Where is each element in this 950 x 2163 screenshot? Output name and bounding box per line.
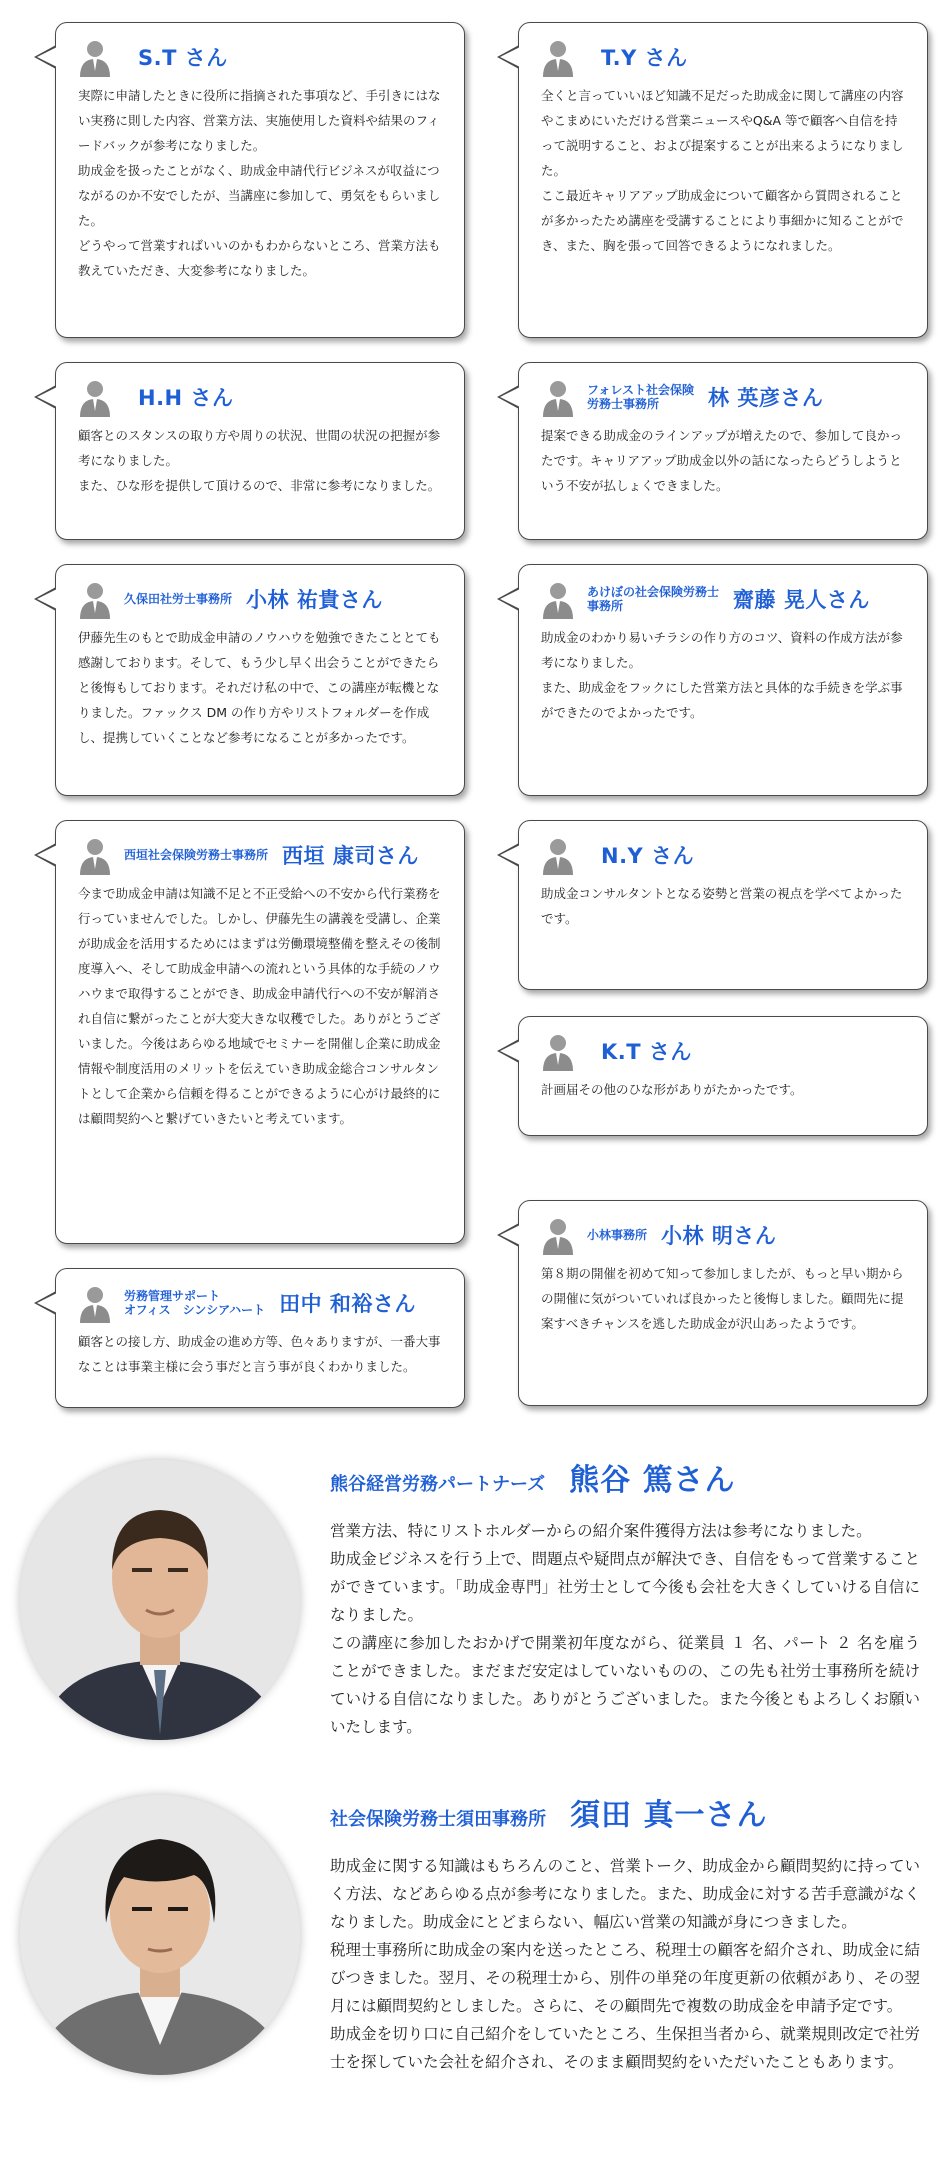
featured-body: 営業方法、特にリストホルダーからの紹介案件獲得方法は参考になりました。 助成金ビジネスを行う上で、問題点や疑問点が解決でき、自信をもって営業することができています。「助成金専門」社労士として今後も会社を大きくしていける自信になりました。 この講座に参加したおかげで開業初年度ながら、従業員 １ 名、パート ２ 名を雇うことができました。まだまだ安定はしていないものの、この先も社労士事務所を続けていける自信になりました。ありがとうございました。また今後ともよろしくお願いいたします。 (330, 1522, 920, 1736)
testimonial-card (55, 820, 465, 1244)
testimonial-name: 小林 明さん (661, 1224, 777, 1248)
testimonial-card (55, 22, 465, 338)
testimonial-name: 林 英彦さん (708, 386, 824, 410)
testimonial-card (518, 362, 928, 540)
testimonial-card (518, 564, 928, 796)
featured-testimonial (20, 1455, 930, 1755)
testimonial-body: 助成金コンサルタントとなる姿勢と営業の視点を学べてよかったです。 (541, 886, 903, 926)
user-avatar-icon (78, 377, 112, 417)
testimonial-card (518, 1016, 928, 1136)
testimonial-body: 助成金のわかり易いチラシの作り方のコツ、資料の作成方法が参考になりました。 また、助成金をフックにした営業方法と具体的な手続きを学ぶ事ができたのでよかったです。 (541, 630, 903, 720)
featured-org: 社会保険労務士須田事務所 (330, 1809, 546, 1830)
person-portrait-icon (20, 1795, 300, 2075)
person-portrait-icon (20, 1460, 300, 1740)
user-avatar-icon (541, 1215, 575, 1255)
portrait-photo (20, 1795, 300, 2075)
testimonial-org: 久保田社労士事務所 (124, 592, 233, 606)
user-avatar-icon (78, 1283, 112, 1323)
testimonial-name: N.Y さん (601, 844, 695, 868)
testimonial-card (55, 564, 465, 796)
testimonial-org: 西垣社会保険労務士事務所 (124, 848, 269, 862)
testimonial-body: 第８期の開催を初めて知って参加しましたが、もっと早い期からの開催に気がついていれば良かったと後悔しました。顧問先に提案すべきチャンスを逃した助成金が沢山あったようです。 (541, 1266, 904, 1331)
testimonial-body: 全くと言っていいほど知識不足だった助成金に関して講座の内容やこまめにいただける営業ニュースやQ&A 等で顧客へ自信を持って説明すること、および提案することが出来るようになりました。 ここ最近キャリアアップ助成金について顧客から質問されることが多かったため講座を受講することにより事細かに知ることができ、また、胸を張って回答できるようになれました。 (541, 88, 904, 253)
featured-text (330, 1790, 920, 2076)
testimonial-name: H.H さん (138, 386, 234, 410)
user-avatar-icon (541, 579, 575, 619)
testimonial-name: 田中 和裕さん (279, 1292, 416, 1316)
testimonial-org: フォレスト社会保険 労務士事務所 (587, 383, 695, 411)
testimonial-body: 顧客とのスタンスの取り方や周りの状況、世間の状況の把握が参考になりました。 また、ひな形を提供して頂けるので、非常に参考になりました。 (78, 428, 441, 493)
testimonial-name: K.T さん (601, 1040, 692, 1064)
testimonial-org: あけぼの社会保険労務士 事務所 (587, 585, 720, 613)
testimonial-body: 今まで助成金申請は知識不足と不正受給への不安から代行業務を行っていませんでした。しかし、伊藤先生の講義を受講し、企業が助成金を活用するためにはまずは労働環境整備を整えその後制度導入へ、そして助成金申請への流れという具体的な手続のノウハウまで取得することができ、助成金申請代行への不安が解消され自信に繋がったことが大変大きな収穫でした。ありがとうございました。今後はあらゆる地域でセミナーを開催し企業に助成金情報や制度活用のメリットを伝えていき助成金総合コンサルタントとして企業から信頼を得ることができるように心がけ最終的には顧問契約へと繋げていきたいと考えています。 (78, 886, 441, 1126)
featured-text (330, 1455, 920, 1741)
testimonial-body: 実際に申請したときに役所に指摘された事項など、手引きにはない実務に則した内容、営業方法、実施使用した資料や結果のフィードバックが参考になりました。 助成金を扱ったことがなく、助成金申請代行ビジネスが収益につながるのか不安でしたが、当講座に参加して、勇気をもらいました。 どうやって営業すればいいのかもわからないところ、営業方法も教えていただき、大変参考になりました。 (78, 88, 441, 278)
testimonial-name: 西垣 康司さん (282, 844, 419, 868)
testimonial-card (518, 1200, 928, 1406)
testimonial-org: 小林事務所 (587, 1228, 648, 1242)
user-avatar-icon (541, 835, 575, 875)
testimonial-card (518, 820, 928, 990)
testimonial-org: 労務管理サポート オフィス シンシアハート (124, 1289, 266, 1317)
testimonial-card (518, 22, 928, 338)
testimonial-name: 齋藤 晃人さん (733, 588, 870, 612)
featured-org: 熊谷経営労務パートナーズ (330, 1474, 546, 1495)
user-avatar-icon (541, 377, 575, 417)
testimonial-body: 顧客との接し方、助成金の進め方等、色々ありますが、一番大事なことは事業主様に会う事だと言う事が良くわかりました。 (78, 1334, 441, 1374)
featured-name: 須田 真一さん (570, 1798, 768, 1833)
user-avatar-icon (541, 37, 575, 77)
testimonial-body: 提案できる助成金のラインアップが増えたので、参加して良かったです。キャリアアップ助成金以外の話になったらどうしようという不安が払しょくできました。 (541, 428, 903, 493)
testimonial-card (55, 1268, 465, 1408)
testimonial-name: S.T さん (138, 46, 228, 70)
portrait-photo (20, 1460, 300, 1740)
testimonial-name: 小林 祐貴さん (246, 588, 383, 612)
testimonial-body: 伊藤先生のもとで助成金申請のノウハウを勉強できたこととても感謝しております。そして、もう少し早く出会うことができたらと後悔もしております。それだけ私の中で、この講座が転機となりました。ファックス DM の作り方やリストフォルダーを作成し、提携していくことなど参考になることが多かったです。 (78, 630, 441, 745)
user-avatar-icon (78, 579, 112, 619)
featured-body: 助成金に関する知識はもちろんのこと、営業トーク、助成金から顧問契約に持っていく方法、などあらゆる点が参考になりました。また、助成金に対する苦手意識がなくなりました。助成金にとどまらない、幅広い営業の知識が身につきました。 税理士事務所に助成金の案内を送ったところ、税理士の顧客を紹介され、助成金に結びつきました。翌月、その税理士から、別件の単発の年度更新の依頼があり、その翌月には顧問契約としました。さらに、その顧問先で複数の助成金を申請予定です。 助成金を切り口に自己紹介をしていたところ、生保担当者から、就業規則改定で社労士を探していた会社を紹介され、そのまま顧問契約をいただいたこともあります。 (330, 1857, 920, 2071)
testimonial-name: T.Y さん (601, 46, 688, 70)
user-avatar-icon (78, 835, 112, 875)
testimonial-card (55, 362, 465, 540)
testimonial-body: 計画届その他のひな形がありがたかったです。 (541, 1082, 803, 1097)
featured-name: 熊谷 篤さん (569, 1463, 736, 1498)
user-avatar-icon (541, 1031, 575, 1071)
featured-testimonial (20, 1790, 930, 2160)
user-avatar-icon (78, 37, 112, 77)
